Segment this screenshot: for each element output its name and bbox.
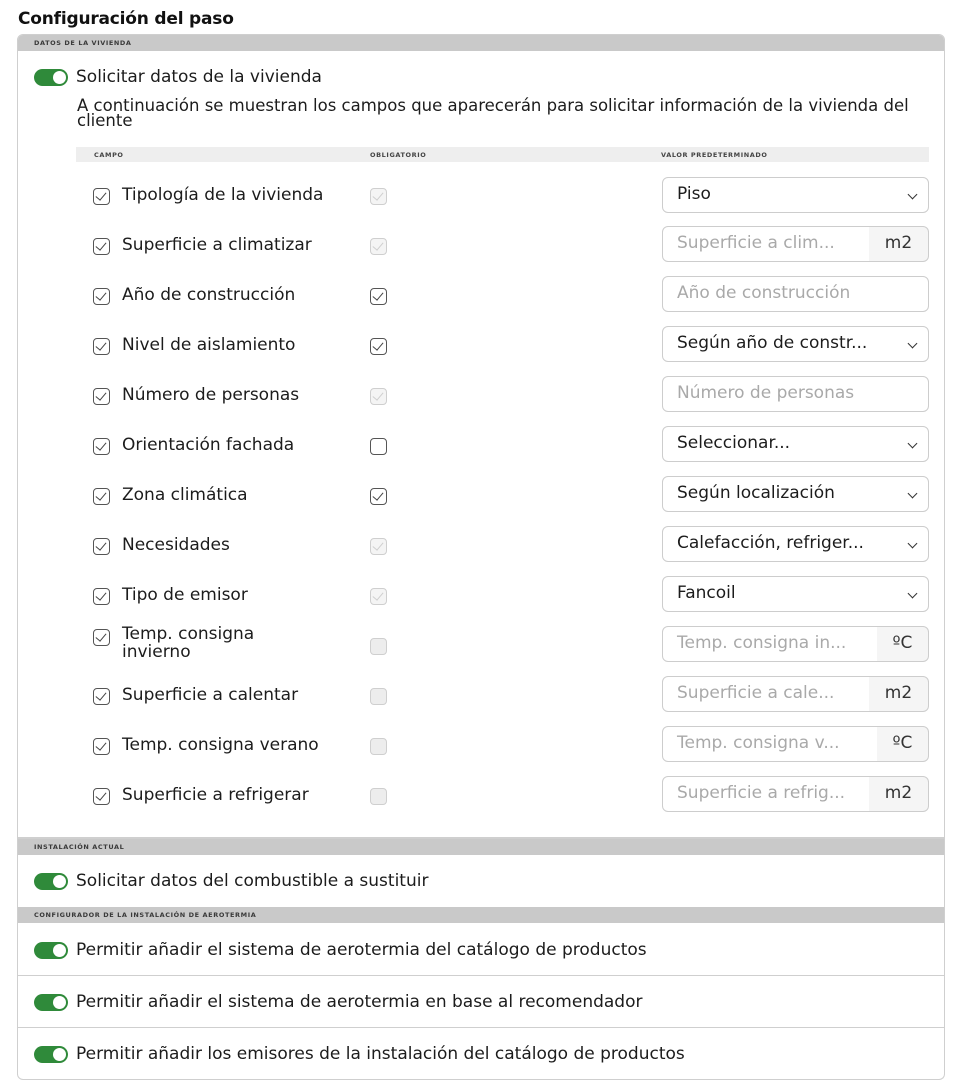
configurador-section — [17, 907, 945, 976]
column-header-campo: CAMPO — [94, 151, 124, 159]
toggle-label: Permitir añadir el sistema de aerotermia en base al recomendador — [76, 992, 643, 1012]
unit-addon: ºC — [877, 726, 929, 762]
toggle-label: Solicitar datos de la vivienda — [76, 67, 322, 87]
field-enabled-checkbox[interactable] — [93, 738, 110, 755]
field-row-superficie-refrigerar — [18, 776, 945, 816]
required-checkbox-disabled — [370, 238, 387, 255]
default-value-input[interactable]: Superficie a clim... — [662, 226, 870, 262]
field-label: Zona climática — [122, 485, 248, 505]
field-enabled-checkbox[interactable] — [93, 588, 110, 605]
field-enabled-checkbox[interactable] — [93, 338, 110, 355]
default-value-select[interactable] — [662, 177, 929, 213]
default-value-input[interactable]: Número de personas — [662, 376, 929, 412]
unit-addon: m2 — [869, 226, 929, 262]
toggle-row-combustible[interactable] — [34, 871, 428, 891]
field-label: Número de personas — [122, 385, 300, 405]
required-checkbox-disabled — [370, 188, 387, 205]
select-value: Calefacción, refriger... — [677, 533, 864, 553]
field-enabled-checkbox[interactable] — [93, 288, 110, 305]
unit-addon: m2 — [869, 676, 929, 712]
required-checkbox-disabled — [370, 788, 387, 805]
instalacion-section — [17, 838, 945, 908]
field-row-superficie-calentar — [18, 676, 945, 716]
unit-addon: m2 — [869, 776, 929, 812]
unit-addon: ºC — [877, 626, 929, 662]
page-title: Configuración del paso — [18, 9, 234, 29]
default-value-select[interactable] — [662, 576, 929, 612]
field-row-nivel-aislamiento — [18, 326, 945, 366]
required-checkbox[interactable] — [370, 288, 387, 305]
required-checkbox-disabled — [370, 538, 387, 555]
config-option-row-recomendador — [17, 976, 945, 1028]
default-value-select[interactable] — [662, 526, 929, 562]
toggle-label: Permitir añadir los emisores de la instalación del catálogo de productos — [76, 1044, 685, 1064]
default-value-select[interactable] — [662, 326, 929, 362]
required-checkbox-disabled — [370, 638, 387, 655]
toggle-row-vivienda[interactable] — [34, 67, 322, 87]
field-enabled-checkbox[interactable] — [93, 188, 110, 205]
toggle-row-recomendador[interactable] — [34, 992, 643, 1012]
toggle-label: Permitir añadir el sistema de aerotermia del catálogo de productos — [76, 940, 647, 960]
field-row-tipologia — [18, 176, 945, 216]
select-value: Seleccionar... — [677, 433, 791, 453]
select-value: Según localización — [677, 483, 835, 503]
field-label: Año de construcción — [122, 285, 296, 305]
default-value-input[interactable]: Temp. consigna in... — [662, 626, 878, 662]
toggle-row-catalogo-aerotermia[interactable] — [34, 940, 647, 960]
field-label: Nivel de aislamiento — [122, 335, 296, 355]
field-enabled-checkbox[interactable] — [93, 538, 110, 555]
default-value-input[interactable]: Temp. consigna v... — [662, 726, 878, 762]
section-band-configurador: CONFIGURADOR DE LA INSTALACIÓN DE AEROTERMIA — [18, 907, 944, 923]
field-row-numero-personas — [18, 376, 945, 416]
column-headers — [76, 147, 929, 162]
required-checkbox[interactable] — [370, 338, 387, 355]
required-checkbox-disabled — [370, 588, 387, 605]
field-enabled-checkbox[interactable] — [93, 438, 110, 455]
toggle-switch-on-icon[interactable] — [34, 873, 68, 890]
field-enabled-checkbox[interactable] — [93, 388, 110, 405]
default-value-select[interactable] — [662, 426, 929, 462]
field-label: Temp. consigna invierno — [122, 624, 255, 662]
chevron-down-icon — [908, 190, 918, 200]
field-row-orientacion — [18, 426, 945, 466]
toggle-switch-on-icon[interactable] — [34, 942, 68, 959]
field-label: Orientación fachada — [122, 435, 295, 455]
default-value-input[interactable]: Superficie a cale... — [662, 676, 870, 712]
toggle-row-emisores[interactable] — [34, 1044, 685, 1064]
config-option-row-emisores — [17, 1028, 945, 1080]
required-checkbox[interactable] — [370, 438, 387, 455]
required-checkbox-disabled — [370, 388, 387, 405]
toggle-label: Solicitar datos del combustible a sustituir — [76, 871, 429, 891]
chevron-down-icon — [908, 489, 918, 499]
chevron-down-icon — [908, 439, 918, 449]
vivienda-section — [17, 34, 945, 838]
field-row-necesidades — [18, 526, 945, 566]
required-checkbox-disabled — [370, 738, 387, 755]
field-label: Temp. consigna verano — [122, 735, 319, 755]
field-enabled-checkbox[interactable] — [93, 688, 110, 705]
toggle-switch-on-icon[interactable] — [34, 69, 68, 86]
field-row-zona-climatica — [18, 476, 945, 516]
section-band-vivienda: DATOS DE LA VIVIENDA — [18, 35, 944, 51]
field-label: Superficie a climatizar — [122, 235, 312, 255]
field-row-tipo-emisor — [18, 576, 945, 616]
field-enabled-checkbox[interactable] — [93, 238, 110, 255]
default-value-input[interactable]: Año de construcción — [662, 276, 929, 312]
required-checkbox[interactable] — [370, 488, 387, 505]
field-label: Superficie a calentar — [122, 685, 299, 705]
field-label: Necesidades — [122, 535, 230, 555]
required-checkbox-disabled — [370, 688, 387, 705]
field-row-temp-invierno — [18, 626, 945, 666]
default-value-select[interactable] — [662, 476, 929, 512]
select-value: Piso — [677, 184, 711, 204]
select-value: Fancoil — [677, 583, 736, 603]
column-header-obligatorio: OBLIGATORIO — [370, 151, 427, 159]
field-row-temp-verano — [18, 726, 945, 766]
field-row-anio-construccion — [18, 276, 945, 316]
select-value: Según año de constr... — [677, 333, 868, 353]
field-enabled-checkbox[interactable] — [93, 629, 110, 646]
default-value-input[interactable]: Superficie a refrig... — [662, 776, 870, 812]
field-label: Superficie a refrigerar — [122, 785, 309, 805]
toggle-switch-on-icon[interactable] — [34, 1046, 68, 1063]
field-enabled-checkbox[interactable] — [93, 488, 110, 505]
field-row-superficie-climatizar — [18, 226, 945, 266]
field-enabled-checkbox[interactable] — [93, 788, 110, 805]
section-band-instalacion: INSTALACIÓN ACTUAL — [18, 839, 944, 855]
field-label: Tipología de la vivienda — [122, 185, 324, 205]
intro-text: A continuación se muestran los campos que aparecerán para solicitar información de la vivienda del cliente — [77, 96, 909, 130]
toggle-switch-on-icon[interactable] — [34, 994, 68, 1011]
chevron-down-icon — [908, 589, 918, 599]
field-label: Tipo de emisor — [122, 585, 248, 605]
column-header-valor: VALOR PREDETERMINADO — [661, 151, 768, 159]
chevron-down-icon — [908, 339, 918, 349]
chevron-down-icon — [908, 539, 918, 549]
